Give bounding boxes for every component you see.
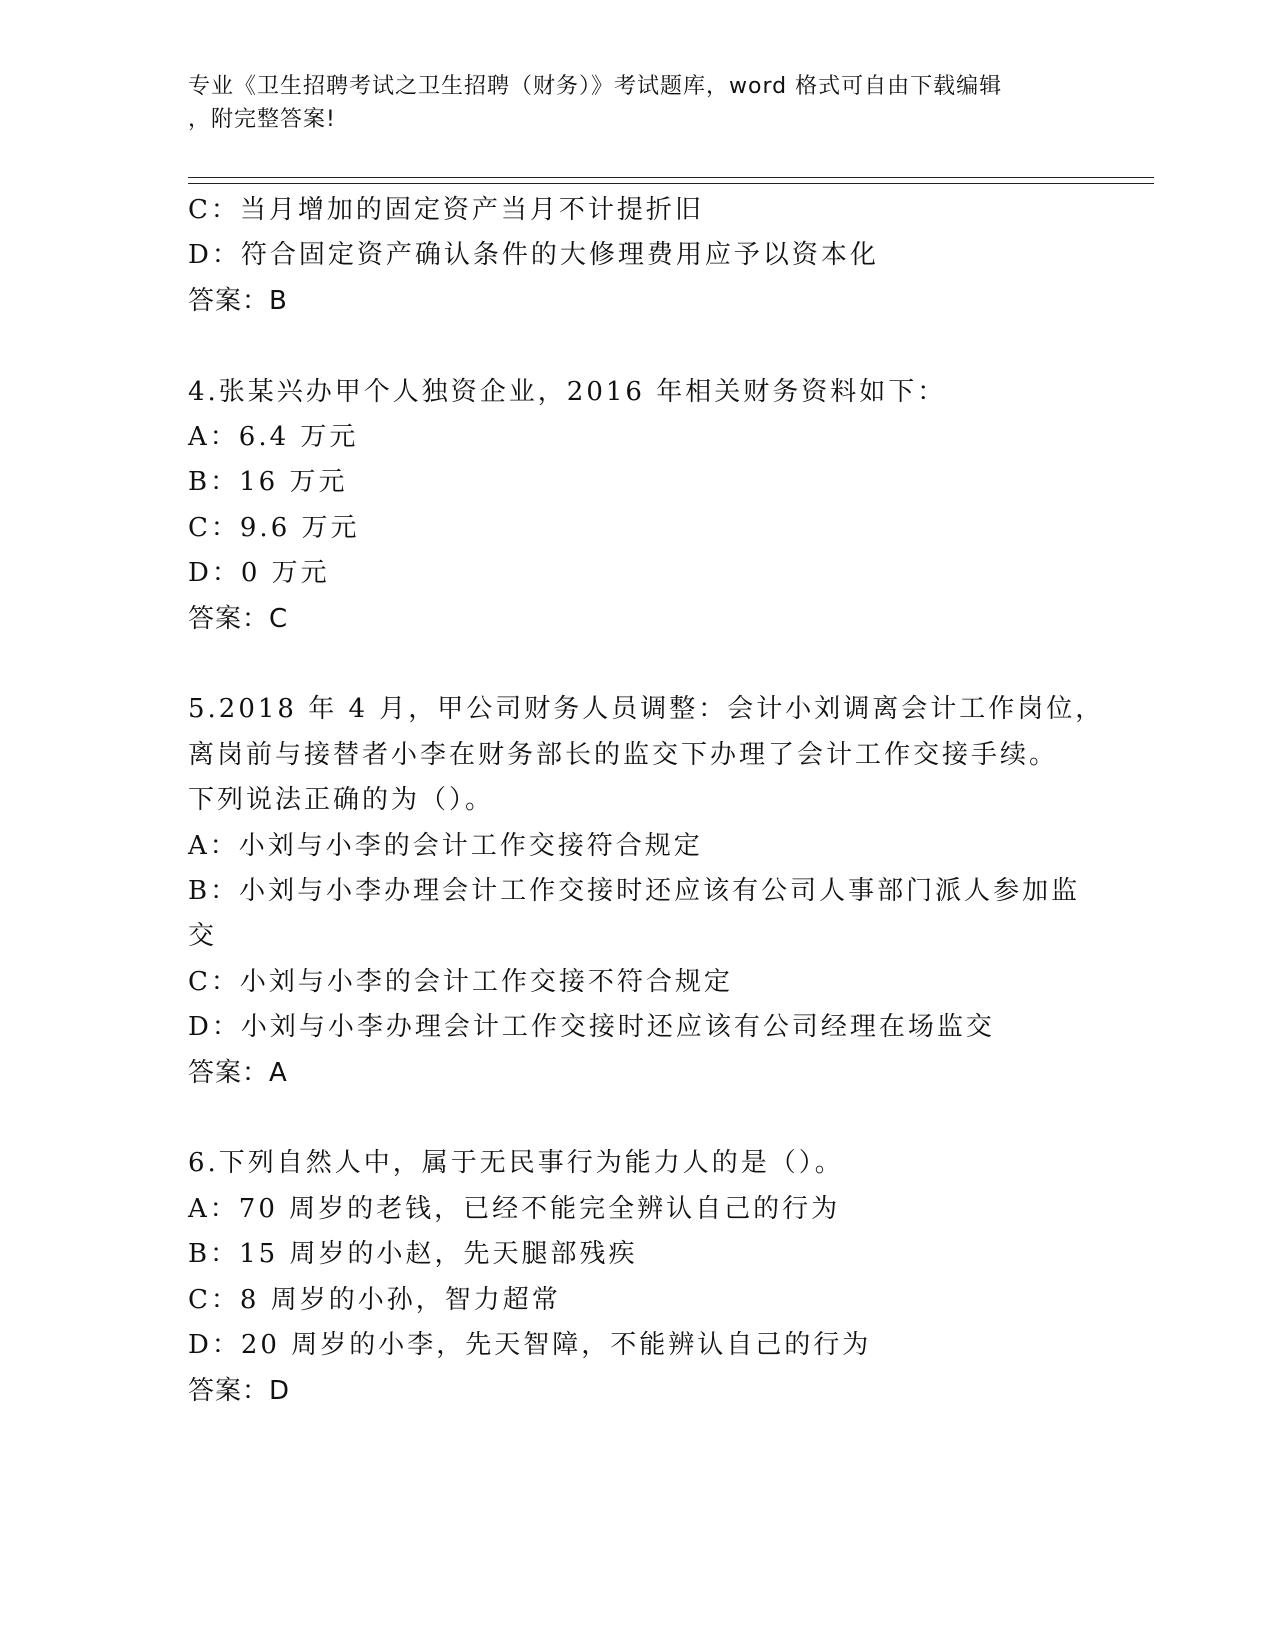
option-b: B：15 周岁的小赵，先天腿部残疾 [188,1239,638,1270]
option-d: D：0 万元 [188,558,330,589]
question-stem-continued: 离岗前与接替者小李在财务部长的监交下办理了会计工作交接手续。 [188,739,1059,770]
question-block-5 [188,687,1105,1096]
spacer [188,324,1088,369]
question-block-previous [188,188,1088,324]
question-list [188,188,1105,1414]
answer-line: 答案：C [188,603,289,634]
header-title-line: 专业《卫生招聘考试之卫生招聘（财务）》考试题库，word 格式可自由下载编辑 [188,74,1003,99]
option-b: B：16 万元 [188,467,348,498]
question-block-4 [188,370,1088,642]
answer-line: 答案：A [188,1057,288,1088]
answer-line: 答案：D [188,1375,291,1406]
question-stem-continued: 下列说法正确的为（）。 [188,785,495,816]
option-a: A：70 周岁的老钱，已经不能完全辨认自己的行为 [188,1193,841,1224]
question-block-6 [188,1141,1088,1413]
question-stem: 5.2018 年 4 月，甲公司财务人员调整：会计小刘调离会计工作岗位， [188,694,1105,725]
option-b: B：小刘与小李办理会计工作交接时还应该有公司人事部门派人参加监 [188,876,1081,907]
header-divider-bottom [188,183,1154,184]
option-c: C：9.6 万元 [188,512,360,543]
header-title-line-continued: ，附完整答案! [188,107,336,132]
question-stem: 6.下列自然人中，属于无民事行为能力人的是（）。 [188,1148,844,1179]
option-d: D：小刘与小李办理会计工作交接时还应该有公司经理在场监交 [188,1012,995,1043]
option-d: D：符合固定资产确认条件的大修理费用应予以资本化 [188,240,879,271]
option-c: C：8 周岁的小孙，智力超常 [188,1284,561,1315]
option-a: A：小刘与小李的会计工作交接符合规定 [188,830,703,861]
header-divider-top [188,177,1154,178]
option-b-continued: 交 [188,921,218,952]
option-c: C：当月增加的固定资产当月不计提折旧 [188,195,704,225]
spacer [188,642,1088,687]
question-stem: 4.张某兴办甲个人独资企业，2016 年相关财务资料如下： [188,376,947,407]
option-d: D：20 周岁的小李，先天智障，不能辨认自己的行为 [188,1330,872,1361]
option-a: A：6.4 万元 [188,422,359,453]
option-c: C：小刘与小李的会计工作交接不符合规定 [188,966,733,997]
answer-line: 答案：B [188,285,288,316]
spacer [188,1096,1088,1141]
document-header [188,70,1088,136]
